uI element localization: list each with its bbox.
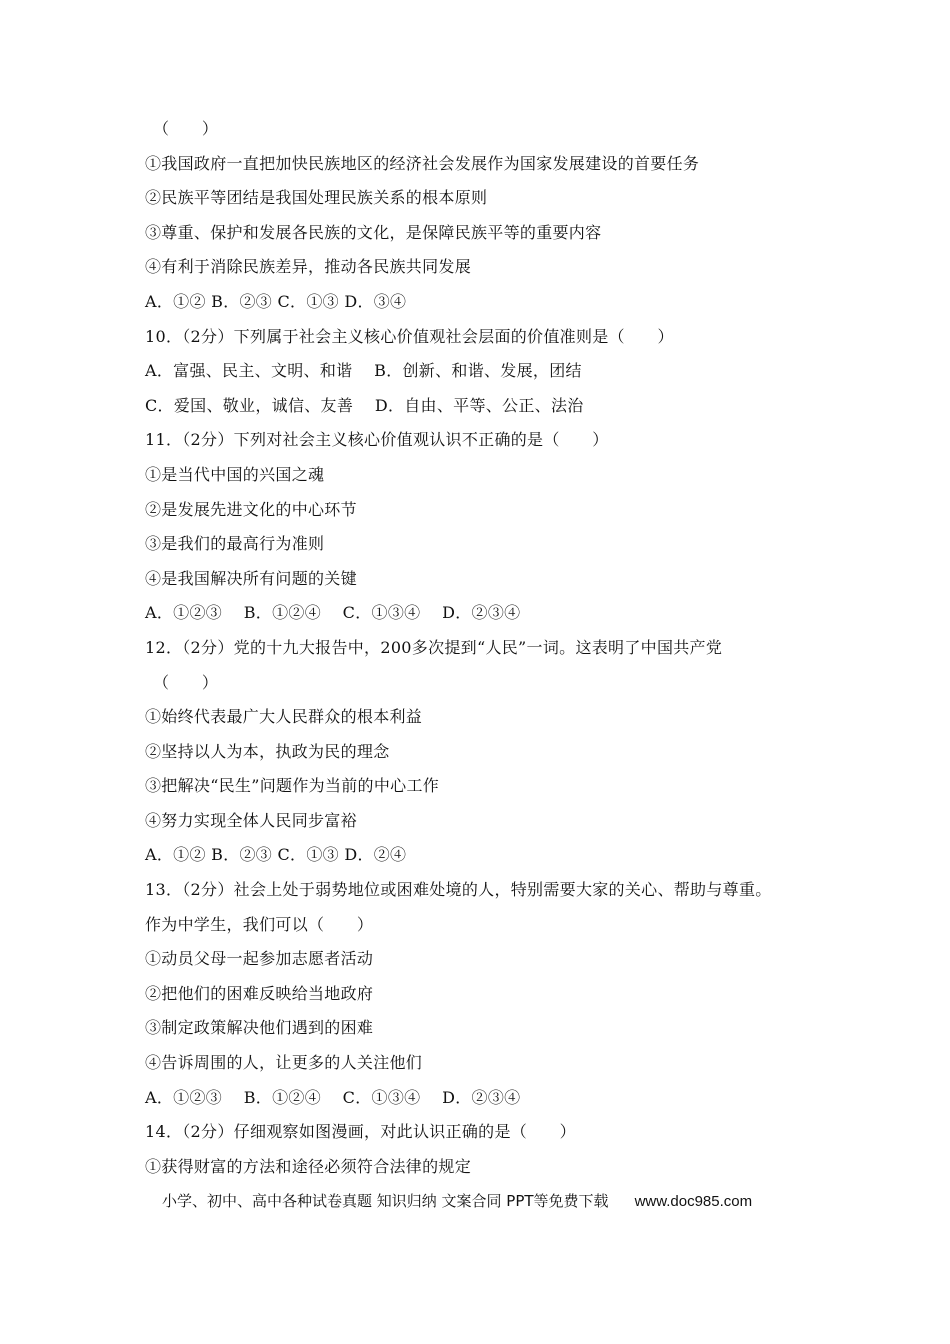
footer-url: www.doc985.com [634, 1193, 753, 1210]
question-10: 10．（2分）下列属于社会主义核心价值观社会层面的价值准则是（ ） [145, 326, 674, 346]
choices-line: C．爱国、敬业，诚信、友善 D．自由、平等、公正、法治 [145, 395, 584, 415]
option-line: ④有利于消除民族差异，推动各民族共同发展 [145, 257, 472, 277]
option-line: ②民族平等团结是我国处理民族关系的根本原则 [145, 188, 488, 208]
exam-content [145, 112, 825, 1184]
option-line: ③尊重、保护和发展各民族的文化，是保障民族平等的重要内容 [145, 222, 602, 242]
option-line: ①动员父母一起参加志愿者活动 [145, 949, 374, 969]
choices-line: A．富强、民主、文明、和谐 B．创新、和谐、发展，团结 [145, 361, 582, 381]
footer-text: 小学、初中、高中各种试卷真题 知识归纳 文案合同 PPT等免费下载 [162, 1192, 609, 1210]
option-line: ①我国政府一直把加快民族地区的经济社会发展作为国家发展建设的首要任务 [145, 153, 700, 173]
page-footer [162, 1190, 752, 1211]
option-line: ②坚持以人为本，执政为民的理念 [145, 741, 390, 761]
option-line: ①始终代表最广大人民群众的根本利益 [145, 707, 423, 727]
choices-line: A．①②③ B．①②④ C．①③④ D．②③④ [145, 1087, 521, 1107]
option-line: ③制定政策解决他们遇到的困难 [145, 1018, 374, 1038]
option-line: ④告诉周围的人，让更多的人关注他们 [145, 1053, 423, 1073]
option-line: ③把解决“民生”问题作为当前的中心工作 [145, 776, 440, 796]
choices-line: A．①② B．②③ C．①③ D．②④ [145, 845, 407, 865]
answer-bracket-line: （ ） [153, 672, 219, 692]
option-line: ④努力实现全体人民同步富裕 [145, 810, 357, 830]
option-line: ①是当代中国的兴国之魂 [145, 464, 325, 484]
option-line: ④是我国解决所有问题的关键 [145, 568, 357, 588]
question-12: 12．（2分）党的十九大报告中，200多次提到“人民”一词。这表明了中国共产党 [145, 637, 723, 657]
answer-bracket-line: （ ） [153, 119, 219, 138]
option-line: ②是发展先进文化的中心环节 [145, 499, 357, 519]
option-line: ①获得财富的方法和途径必须符合法律的规定 [145, 1156, 472, 1176]
question-13-continued: 作为中学生，我们可以（ ） [145, 914, 374, 934]
choices-line: A．①②③ B．①②④ C．①③④ D．②③④ [145, 603, 521, 623]
question-14: 14．（2分）仔细观察如图漫画，对此认识正确的是（ ） [145, 1122, 576, 1142]
question-11: 11．（2分）下列对社会主义核心价值观认识不正确的是（ ） [145, 430, 609, 450]
question-13: 13．（2分）社会上处于弱势地位或困难处境的人，特别需要大家的关心、帮助与尊重。 [145, 880, 772, 900]
option-line: ③是我们的最高行为准则 [145, 534, 325, 554]
option-line: ②把他们的困难反映给当地政府 [145, 983, 374, 1003]
choices-line: A．①② B．②③ C．①③ D．③④ [145, 291, 407, 311]
